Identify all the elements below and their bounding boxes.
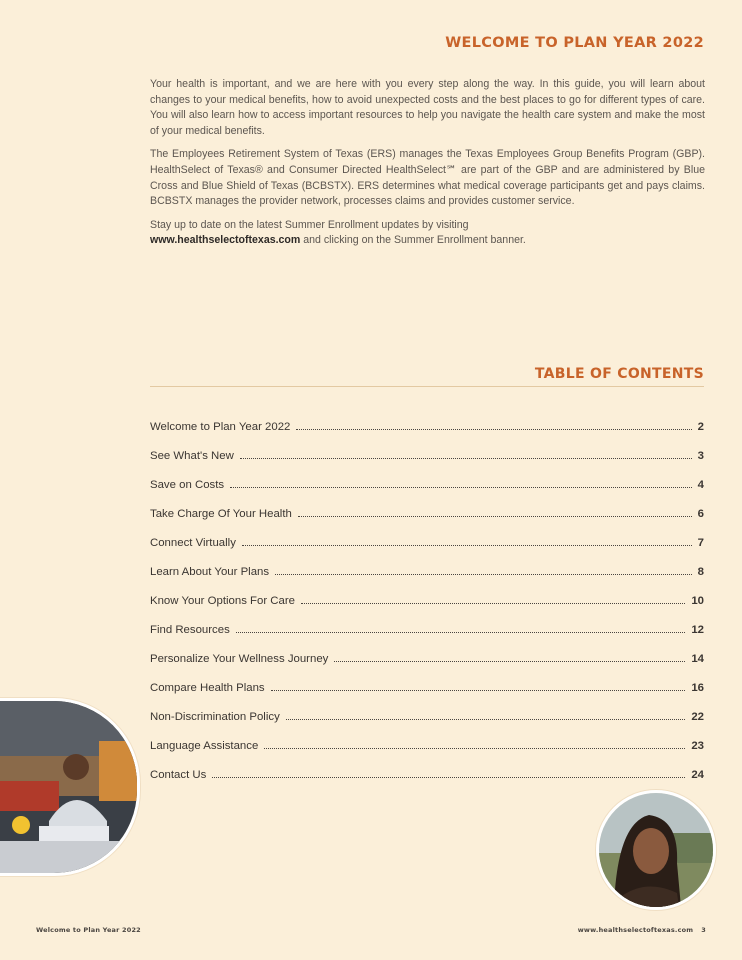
photo-woman-portrait-image (599, 793, 713, 907)
photo-woman-portrait (596, 790, 716, 910)
page-footer (0, 921, 742, 941)
toc-leader-dots (275, 573, 692, 575)
toc-leader-dots (212, 776, 685, 778)
toc-leader-dots (236, 631, 686, 633)
toc-leader-dots (286, 718, 686, 720)
toc-divider (150, 386, 704, 387)
toc-entry[interactable] (150, 607, 704, 636)
toc-entry-page: 23 (691, 740, 704, 752)
toc-title: TABLE OF CONTENTS (534, 366, 704, 382)
toc-entry-label: Compare Health Plans (150, 682, 265, 694)
toc-entry-label: Learn About Your Plans (150, 566, 270, 578)
toc-leader-dots (242, 544, 692, 546)
toc-entry[interactable] (150, 665, 704, 694)
toc-entry-label: Welcome to Plan Year 2022 (150, 421, 291, 433)
toc-entry-page: 10 (691, 595, 704, 607)
toc-leader-dots (264, 747, 685, 749)
toc-entry[interactable] (150, 752, 704, 781)
toc-entry-page: 3 (697, 450, 704, 462)
toc-entry[interactable] (150, 462, 704, 491)
toc-entry[interactable] (150, 404, 704, 433)
toc-leader-dots (271, 689, 686, 691)
intro-paragraph-3-lead: Stay up to date on the latest Summer Enrollment updates by visiting (150, 218, 469, 231)
toc-leader-dots (240, 457, 692, 459)
toc-leader-dots (301, 602, 685, 604)
toc-entry-page: 4 (697, 479, 704, 491)
toc-leader-dots (230, 486, 692, 488)
toc-entry-label: See What's New (150, 450, 234, 462)
toc-entry-label: Contact Us (150, 769, 207, 781)
toc-entry-label: Non-Discrimination Policy (150, 711, 280, 723)
toc-entry-label: Take Charge Of Your Health (150, 508, 292, 520)
toc-leader-dots (298, 515, 692, 517)
website-link[interactable]: www.healthselectoftexas.com (150, 234, 301, 247)
toc-leader-dots (296, 428, 691, 430)
toc-entry-page: 2 (697, 421, 704, 433)
intro-text (150, 77, 705, 257)
toc-entry-page: 16 (691, 682, 704, 694)
intro-paragraph-3 (150, 218, 705, 249)
toc-entry-label: Personalize Your Wellness Journey (150, 653, 329, 665)
toc-entry-page: 14 (691, 653, 704, 665)
photo-man-at-laptop-image (0, 701, 137, 873)
footer-right (578, 926, 706, 934)
toc-entry-label: Know Your Options For Care (150, 595, 295, 607)
toc-entry[interactable] (150, 491, 704, 520)
toc-list (150, 404, 704, 781)
toc-entry[interactable] (150, 549, 704, 578)
toc-entry[interactable] (150, 694, 704, 723)
toc-entry-label: Save on Costs (150, 479, 225, 491)
toc-entry[interactable] (150, 636, 704, 665)
footer-page-number: 3 (701, 926, 706, 934)
photo-man-at-laptop (0, 698, 140, 876)
toc-leader-dots (334, 660, 685, 662)
toc-entry[interactable] (150, 723, 704, 752)
toc-entry[interactable] (150, 433, 704, 462)
toc-entry[interactable] (150, 578, 704, 607)
intro-paragraph-3-tail: and clicking on the Summer Enrollment banner. (300, 234, 526, 247)
intro-paragraph-2: The Employees Retirement System of Texas (ERS) manages the Texas Employees Group Benefits Program (GBP). HealthSelect of Texas® and Consumer Directed HealthSelect℠ are part of the GBP and are administered by Blue Cross and Blue Shield of Texas (BCBSTX). ERS determines what medical coverage participants get and pays claims. BCBSTX manages the provider network, processes claims and provides customer service. (150, 148, 705, 208)
toc-entry-page: 8 (697, 566, 704, 578)
toc-entry[interactable] (150, 520, 704, 549)
toc-entry-label: Language Assistance (150, 740, 259, 752)
intro-paragraph-1: Your health is important, and we are here with you every step along the way. In this guide, you will learn about changes to your medical benefits, how to avoid unexpected costs and the best places to go for different types of care. You will also learn how to access important resources to help you navigate the health care system and make the most of your medical benefits. (150, 78, 705, 137)
toc-entry-page: 24 (691, 769, 704, 781)
welcome-title: WELCOME TO PLAN YEAR 2022 (445, 35, 704, 51)
toc-entry-page: 7 (697, 537, 704, 549)
toc-entry-page: 22 (691, 711, 704, 723)
footer-title: Welcome to Plan Year 2022 (36, 926, 141, 934)
toc-entry-page: 12 (691, 624, 704, 636)
toc-entry-label: Connect Virtually (150, 537, 236, 549)
footer-url[interactable]: www.healthselectoftexas.com (577, 926, 694, 934)
toc-entry-label: Find Resources (150, 624, 230, 636)
toc-entry-page: 6 (697, 508, 704, 520)
